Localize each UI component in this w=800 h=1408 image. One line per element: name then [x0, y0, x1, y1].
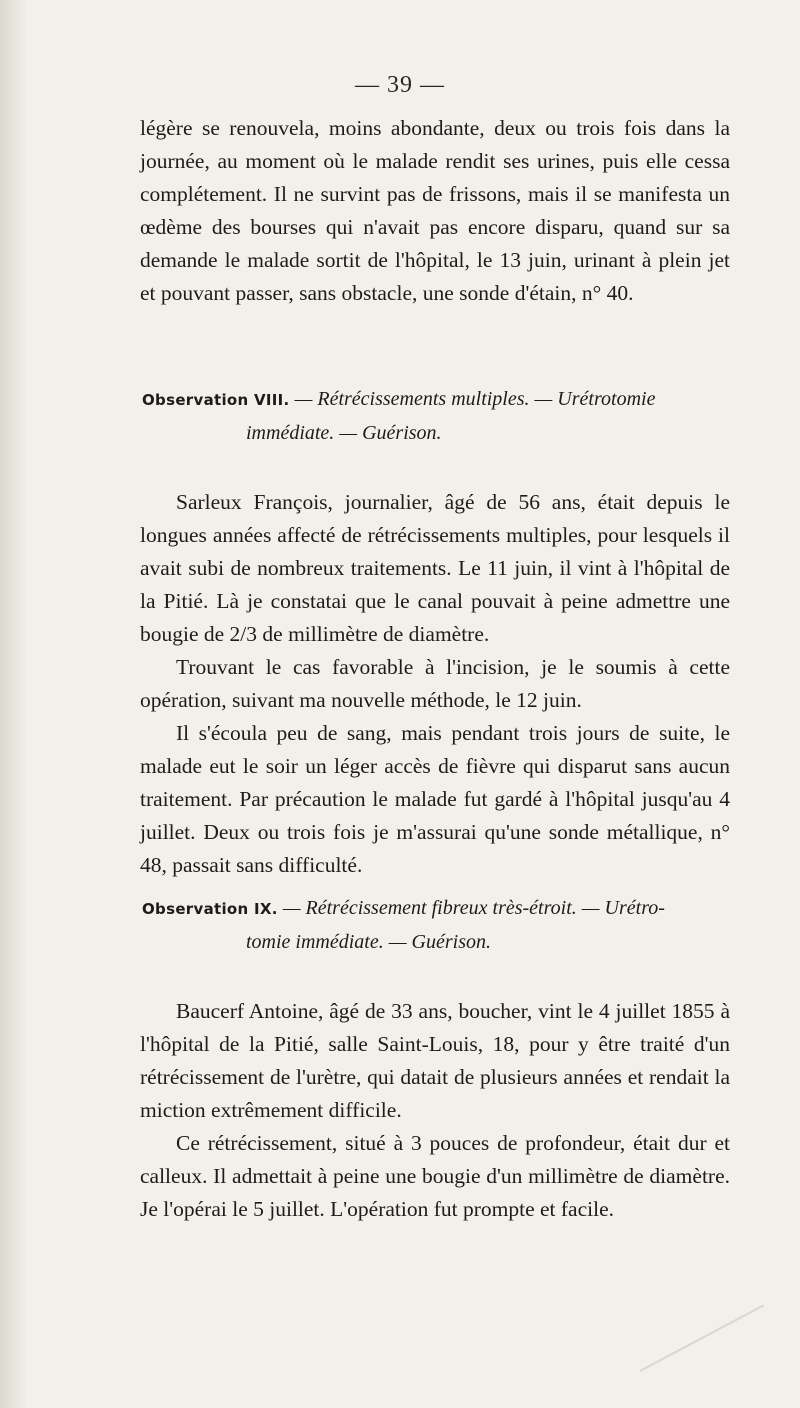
page-edge-shadow	[0, 0, 28, 1408]
observation-8-paragraph: Sarleux François, journalier, âgé de 56 ans, était depuis le longues années affecté de rétrécissements multiples, pour lesquels il avait subi de nombreux traitements. Le 11 juin, il vint à l'hôpital de la Pitié. Là je constatai que le canal pouvait à peine admettre une bougie de 2/3 de millimètre de diamètre.	[140, 490, 730, 646]
observation-9-title-line2: tomie immédiate. — Guérison.	[246, 931, 491, 953]
observation-9-paragraph: Baucerf Antoine, âgé de 33 ans, boucher, vint le 4 juillet 1855 à l'hôpital de la Pitié, salle Saint-Louis, 18, pour y être traité d'un rétrécissement de l'urètre, qui datait de plusieurs années et rendait la miction extrêmement difficile.	[140, 999, 730, 1122]
observation-9-paragraph: Ce rétrécissement, situé à 3 pouces de profondeur, était dur et calleux. Il admettait à peine une bougie d'un millimètre de diamètre. Je l'opérai le 5 juillet. L'opération fut prompte et facile.	[140, 1131, 730, 1221]
observation-9-body	[140, 995, 730, 1226]
page-number: — 39 —	[355, 72, 445, 98]
observation-8-heading	[142, 383, 742, 450]
observation-9-heading	[142, 892, 742, 959]
observation-8-title-line1: — Rétrécissements multiples. — Urétrotomie	[294, 388, 656, 410]
observation-8-body	[140, 486, 730, 882]
paper-crease-mark	[640, 1304, 765, 1371]
observation-8-title-line2: immédiate. — Guérison.	[246, 422, 442, 444]
observation-9-title-line1: — Rétrécissement fibreux très-étroit. — Urétro-	[282, 897, 665, 919]
intro-paragraph: légère se renouvela, moins abondante, deux ou trois fois dans la journée, au moment où le malade rendit ses urines, puis elle cessa complétement. Il ne survint pas de frissons, mais il se manifesta un œdème des bourses qui n'avait pas encore disparu, quand sur sa demande le malade sortit de l'hôpital, le 13 juin, urinant à plein jet et pouvant passer, sans obstacle, une sonde d'étain, n° 40.	[140, 116, 730, 305]
observation-9-label: Observation IX.	[142, 900, 278, 918]
observation-8-label: Observation VIII.	[142, 391, 290, 409]
observation-8-paragraph: Trouvant le cas favorable à l'incision, je le soumis à cette opération, suivant ma nouvelle méthode, le 12 juin.	[140, 655, 730, 712]
observation-8-paragraph: Il s'écoula peu de sang, mais pendant trois jours de suite, le malade eut le soir un léger accès de fièvre qui disparut sans aucun traitement. Par précaution le malade fut gardé à l'hôpital jusqu'au 4 juillet. Deux ou trois fois je m'assurai qu'une sonde métallique, n° 48, passait sans difficulté.	[140, 721, 730, 877]
